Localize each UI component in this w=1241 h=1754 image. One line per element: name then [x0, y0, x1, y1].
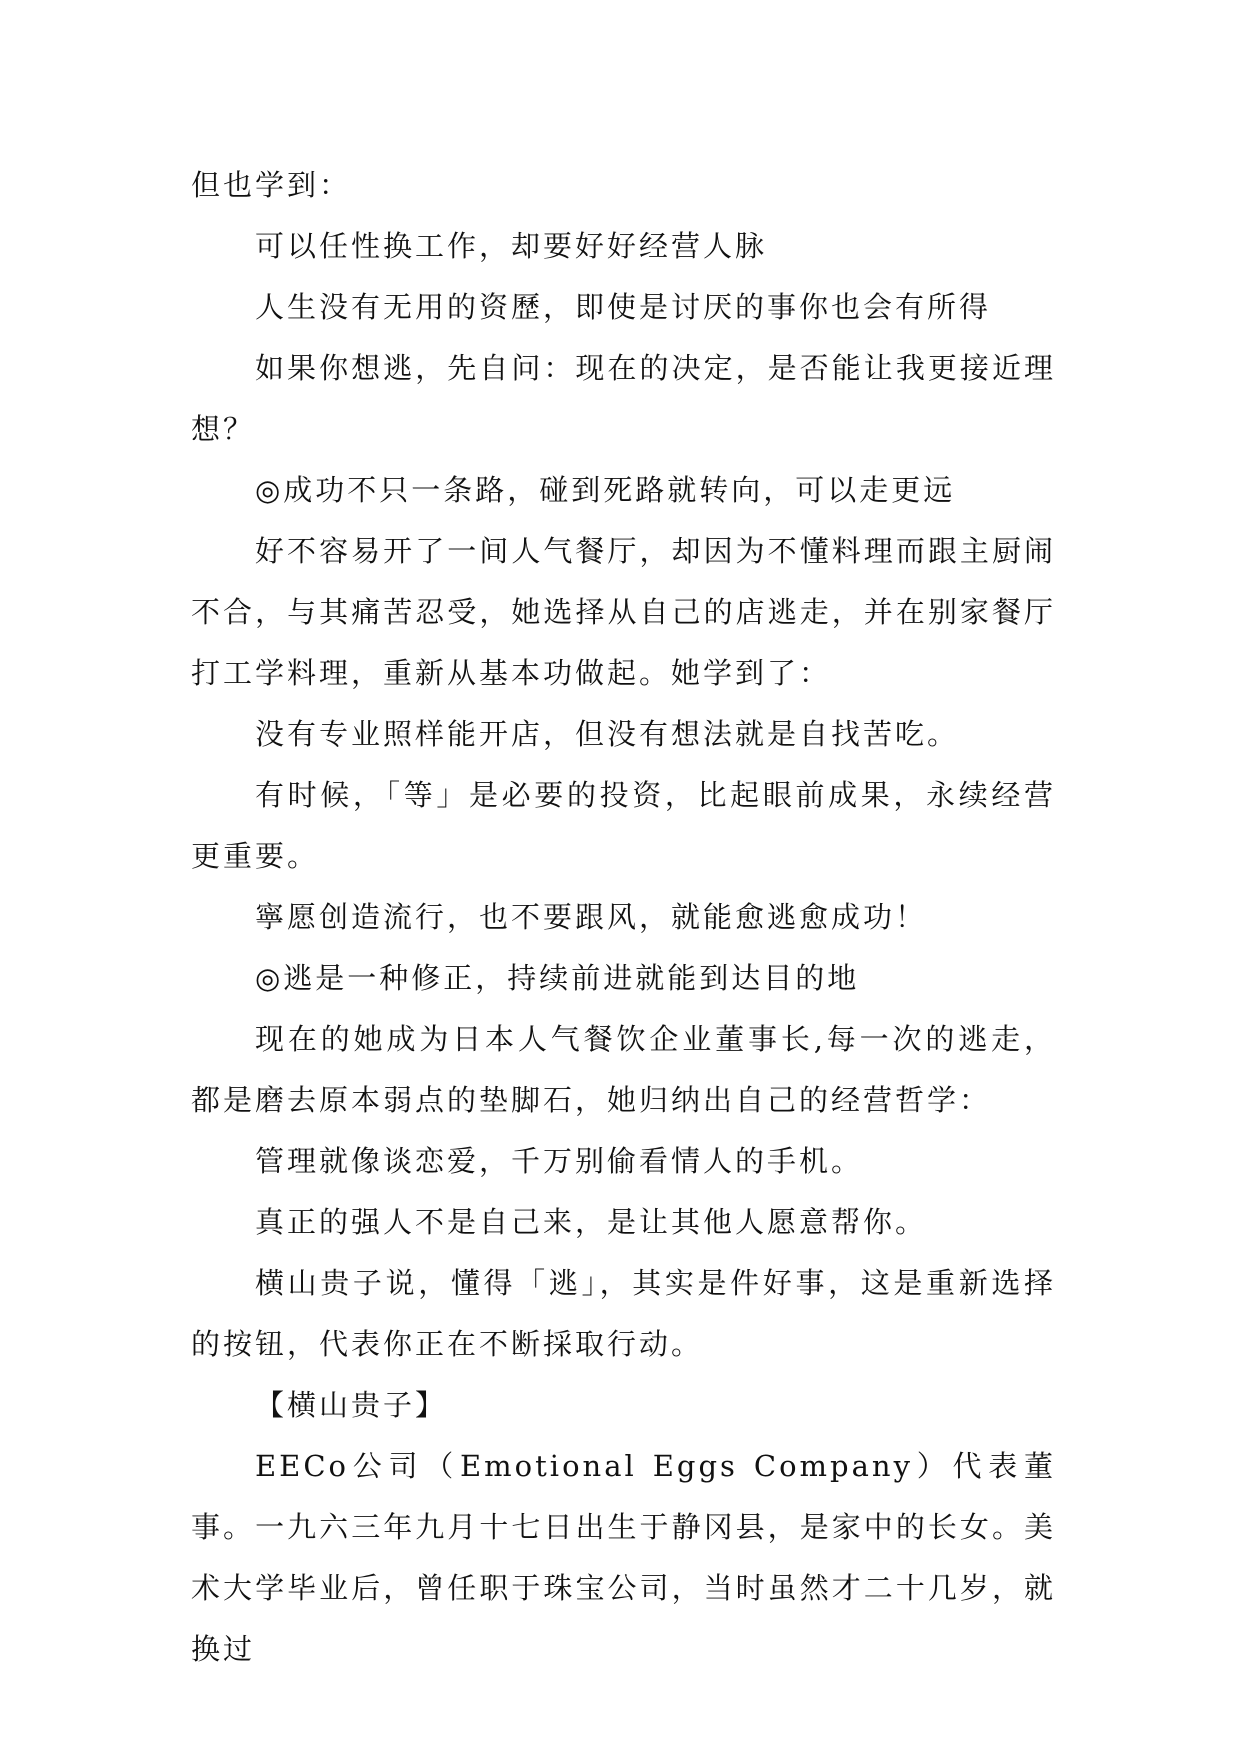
paragraph: 有时候，「等」是必要的投资，比起眼前成果，永续经营更重要。	[191, 778, 1056, 873]
paragraph: 如果你想逃，先自问：现在的决定，是否能让我更接近理想？	[191, 351, 1056, 446]
paragraph: 没有专业照样能开店，但没有想法就是自找苦吃。	[255, 717, 960, 751]
paragraph: 寧愿创造流行，也不要跟风，就能愈逃愈成功！	[255, 900, 928, 934]
paragraph: 好不容易开了一间人气餐厅，却因为不懂料理而跟主厨闹不合，与其痛苦忍受，她选择从自己的店逃走，并在别家餐厅打工学料理，重新从基本功做起。她学到了：	[191, 534, 1056, 690]
document-page	[191, 155, 1056, 1680]
paragraph: 横山贵子说，懂得「逃」，其实是件好事，这是重新选择的按钮，代表你正在不断採取行动。	[191, 1266, 1056, 1361]
paragraph: 但也学到：	[191, 168, 352, 202]
profile-heading: 【横山贵子】	[255, 1388, 448, 1422]
paragraph: 现在的她成为日本人气餐饮企业董事长,每一次的逃走，都是磨去原本弱点的垫脚石，她归纳出自己的经营哲学：	[191, 1022, 1056, 1117]
paragraph: 可以任性换工作，却要好好经营人脉	[255, 229, 768, 263]
section-heading: ◎逃是一种修正，持续前进就能到达目的地	[255, 961, 860, 995]
paragraph: EECo公司（Emotional Eggs Company）代表董事。一九六三年九月十七日出生于静冈县，是家中的长女。美术大学毕业后，曾任职于珠宝公司，当时虽然才二十几岁，就换过	[191, 1449, 1056, 1666]
section-heading: ◎成功不只一条路，碰到死路就转向，可以走更远	[255, 473, 956, 507]
paragraph: 管理就像谈恋爱，千万别偷看情人的手机。	[255, 1144, 864, 1178]
paragraph: 真正的强人不是自己来，是让其他人愿意帮你。	[255, 1205, 928, 1239]
paragraph: 人生没有无用的资歷，即使是讨厌的事你也会有所得	[255, 290, 992, 324]
